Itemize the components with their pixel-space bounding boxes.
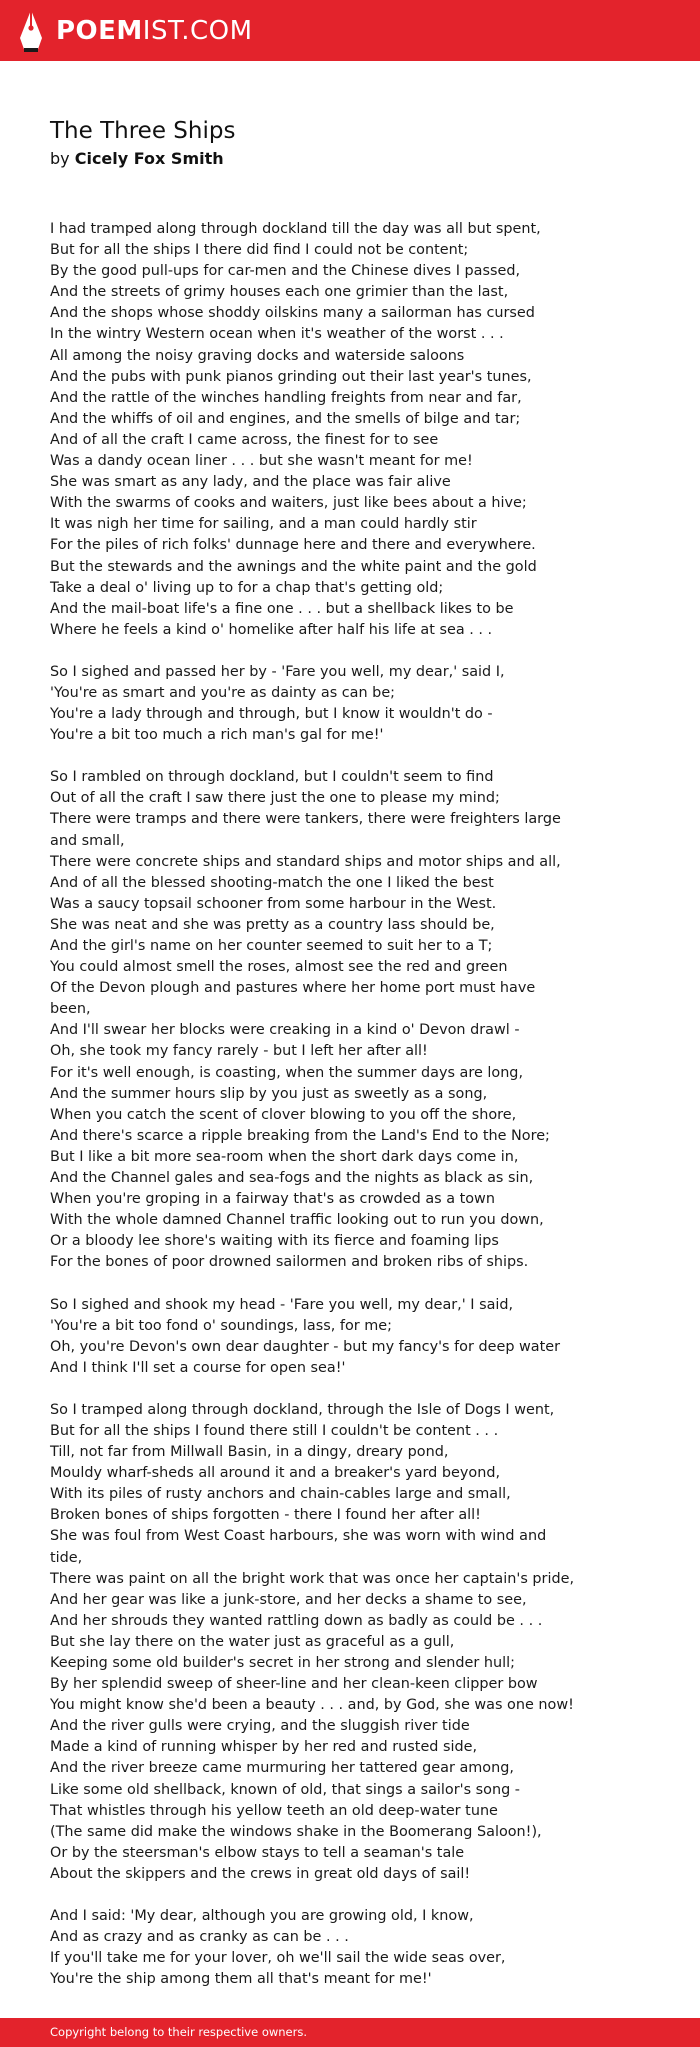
poem-line: If you'll take me for your lover, oh we'll sail the wide seas over, <box>50 1950 506 1967</box>
poem-line: (The same did make the windows shake in the Boomerang Saloon!), <box>50 1823 542 1840</box>
poem-line: About the skippers and the crews in great old days of sail! <box>50 1865 471 1882</box>
poem-line: And of all the craft I came across, the finest for to see <box>50 431 439 448</box>
site-logo[interactable] <box>56 16 253 46</box>
poem-line: And the river gulls were crying, and the sluggish river tide <box>50 1718 470 1735</box>
poem-line: And there's scarce a ripple breaking from the Land's End to the Nore; <box>50 1127 550 1144</box>
poem-line: And I said: 'My dear, although you are growing old, I know, <box>50 1908 474 1925</box>
poem-line: So I sighed and shook my head - 'Fare you well, my dear,' I said, <box>50 1296 514 1313</box>
poem-line: Keeping some old builder's secret in her strong and slender hull; <box>50 1655 515 1671</box>
poem-line: But the stewards and the awnings and the white paint and the gold <box>50 558 537 575</box>
copyright-text: Copyright belong to their respective owners. <box>50 2025 308 2039</box>
poem-line: But I like a bit more sea-room when the short dark days come in, <box>50 1148 519 1165</box>
poem-line: You might know she'd been a beauty . . . and, by God, she was one now! <box>50 1697 574 1714</box>
poem-line: And the shops whose shoddy oilskins many a sailorman has cursed <box>50 305 535 322</box>
poem-line: And her gear was like a junk-store, and her decks a shame to see, <box>50 1591 527 1608</box>
poem-line: She was neat and she was pretty as a country lass should be, <box>50 916 495 933</box>
poem-line: But she lay there on the water just as graceful as a gull, <box>50 1633 455 1650</box>
poem-line: When you catch the scent of clover blowing to you off the shore, <box>50 1106 517 1123</box>
byline <box>50 148 224 170</box>
poem-line: But for all the ships I there did find I could not be content; <box>50 242 469 259</box>
poem-line: So I rambled on through dockland, but I couldn't seem to find <box>50 769 494 786</box>
poem-line: Was a dandy ocean liner . . . but she wasn't meant for me! <box>50 453 473 470</box>
by-label: by <box>50 149 70 168</box>
poem-line: Till, not far from Millwall Basin, in a dingy, dreary pond, <box>50 1444 449 1461</box>
site-header <box>0 0 700 61</box>
poem-line: And the pubs with punk pianos grinding out their last year's tunes, <box>50 368 532 385</box>
poem-line: It was nigh her time for sailing, and a man could hardly stir <box>50 516 477 533</box>
poem-line: I had tramped along through dockland till the day was all but spent, <box>50 221 541 237</box>
poem-line: Oh, she took my fancy rarely - but I left her after all! <box>50 1043 428 1060</box>
poem-line: For the piles of rich folks' dunnage here and there and everywhere. <box>50 537 536 554</box>
poem-line: Out of all the craft I saw there just the one to please my mind; <box>50 790 500 807</box>
poem-line: All among the noisy graving docks and waterside saloons <box>50 347 465 364</box>
poem-line: Where he feels a kind o' homelike after half his life at sea . . . <box>50 621 493 638</box>
poem-line: Mouldy wharf-sheds all around it and a breaker's yard beyond, <box>50 1465 501 1482</box>
poem-line: 'You're a bit too fond o' soundings, lass, for me; <box>50 1317 392 1334</box>
poem-line: And the river breeze came murmuring her tattered gear among, <box>50 1760 514 1777</box>
poem-line: You're a lady through and through, but I know it wouldn't do - <box>50 706 493 723</box>
poem-line: And I'll swear her blocks were creaking in a kind o' Devon drawl - <box>50 1022 520 1039</box>
poem-title: The Three Ships <box>50 118 236 144</box>
poem-line: And the mail-boat life's a fine one . . . but a shellback likes to be <box>50 600 514 617</box>
site-footer <box>0 2018 700 2047</box>
poem-line: For it's well enough, is coasting, when the summer days are long, <box>50 1064 524 1081</box>
poem-line: Take a deal o' living up to for a chap that's getting old; <box>50 579 444 596</box>
poem-line: There were tramps and there were tankers, there were freighters large and small, <box>50 811 561 849</box>
poem-line: Made a kind of running whisper by her red and rusted side, <box>50 1739 478 1756</box>
stanza <box>50 767 580 1273</box>
poem-line: And I think I'll set a course for open sea!' <box>50 1359 346 1376</box>
poem-line: And the rattle of the winches handling freights from near and far, <box>50 389 522 406</box>
poem-line: Like some old shellback, known of old, that sings a sailor's song - <box>50 1781 520 1798</box>
poem-line: That whistles through his yellow teeth an old deep-water tune <box>50 1802 498 1819</box>
poem-line: She was smart as any lady, and the place was fair alive <box>50 474 451 491</box>
poem-line: You're the ship among them all that's meant for me!' <box>50 1971 432 1988</box>
poem-line: In the wintry Western ocean when it's weather of the worst . . . <box>50 326 504 343</box>
stanza <box>50 1906 580 1990</box>
stanza <box>50 1400 580 1885</box>
poem-line: With its piles of rusty anchors and chain-cables large and small, <box>50 1486 511 1503</box>
poem-line: With the whole damned Channel traffic looking out to run you down, <box>50 1212 544 1229</box>
poem-line: And of all the blessed shooting-match the one I liked the best <box>50 874 494 891</box>
stanza <box>50 219 580 641</box>
poem-line: And the streets of grimy houses each one grimier than the last, <box>50 284 509 301</box>
logo-bold-text: POEM <box>56 15 143 46</box>
poem-body <box>50 219 580 2011</box>
poem-line: There were concrete ships and standard ships and motor ships and all, <box>50 853 561 870</box>
logo-light-text: IST.COM <box>142 15 253 46</box>
poem-line: And the Channel gales and sea-fogs and the nights as black as sin, <box>50 1170 534 1187</box>
poem-line: For the bones of poor drowned sailormen and broken ribs of ships. <box>50 1254 529 1271</box>
fountain-pen-nib-icon[interactable] <box>16 8 46 54</box>
poem-line: And the girl's name on her counter seemed to suit her to a T; <box>50 938 493 954</box>
poem-line: But for all the ships I found there still I couldn't be content . . . <box>50 1422 499 1439</box>
poem-line: You could almost smell the roses, almost see the red and green <box>50 959 508 976</box>
poem-line: And the summer hours slip by you just as sweetly as a song, <box>50 1085 488 1102</box>
poem-line: Of the Devon plough and pastures where her home port must have been, <box>50 980 536 1018</box>
poem-line: Or a bloody lee shore's waiting with its fierce and foaming lips <box>50 1233 499 1250</box>
poem-line: And the whiffs of oil and engines, and the smells of bilge and tar; <box>50 410 521 427</box>
poem-line: 'You're as smart and you're as dainty as can be; <box>50 684 396 701</box>
poem-line: And as crazy and as cranky as can be . . . <box>50 1929 349 1946</box>
poem-line: Was a saucy topsail schooner from some harbour in the West. <box>50 895 497 912</box>
stanza <box>50 662 580 746</box>
poem-line: So I sighed and passed her by - 'Fare you well, my dear,' said I, <box>50 663 505 680</box>
poem-line: There was paint on all the bright work that was once her captain's pride, <box>50 1570 575 1587</box>
poem-line: When you're groping in a fairway that's as crowded as a town <box>50 1191 495 1208</box>
stanza <box>50 1295 580 1379</box>
poem-line: Or by the steersman's elbow stays to tell a seaman's tale <box>50 1844 465 1861</box>
poem-line: Oh, you're Devon's own dear daughter - but my fancy's for deep water <box>50 1338 561 1355</box>
poem-line: And her shrouds they wanted rattling down as badly as could be . . . <box>50 1612 543 1629</box>
poem-line: Broken bones of ships forgotten - there I found her after all! <box>50 1507 481 1524</box>
poem-line: She was foul from West Coast harbours, she was worn with wind and tide, <box>50 1528 547 1566</box>
poem-line: You're a bit too much a rich man's gal for me!' <box>50 727 384 744</box>
author-name[interactable]: Cicely Fox Smith <box>74 149 224 168</box>
poem-line: By the good pull-ups for car-men and the Chinese dives I passed, <box>50 263 521 280</box>
poem-line: With the swarms of cooks and waiters, just like bees about a hive; <box>50 495 527 512</box>
poem-line: By her splendid sweep of sheer-line and her clean-keen clipper bow <box>50 1676 538 1693</box>
poem-line: So I tramped along through dockland, through the Isle of Dogs I went, <box>50 1401 555 1418</box>
